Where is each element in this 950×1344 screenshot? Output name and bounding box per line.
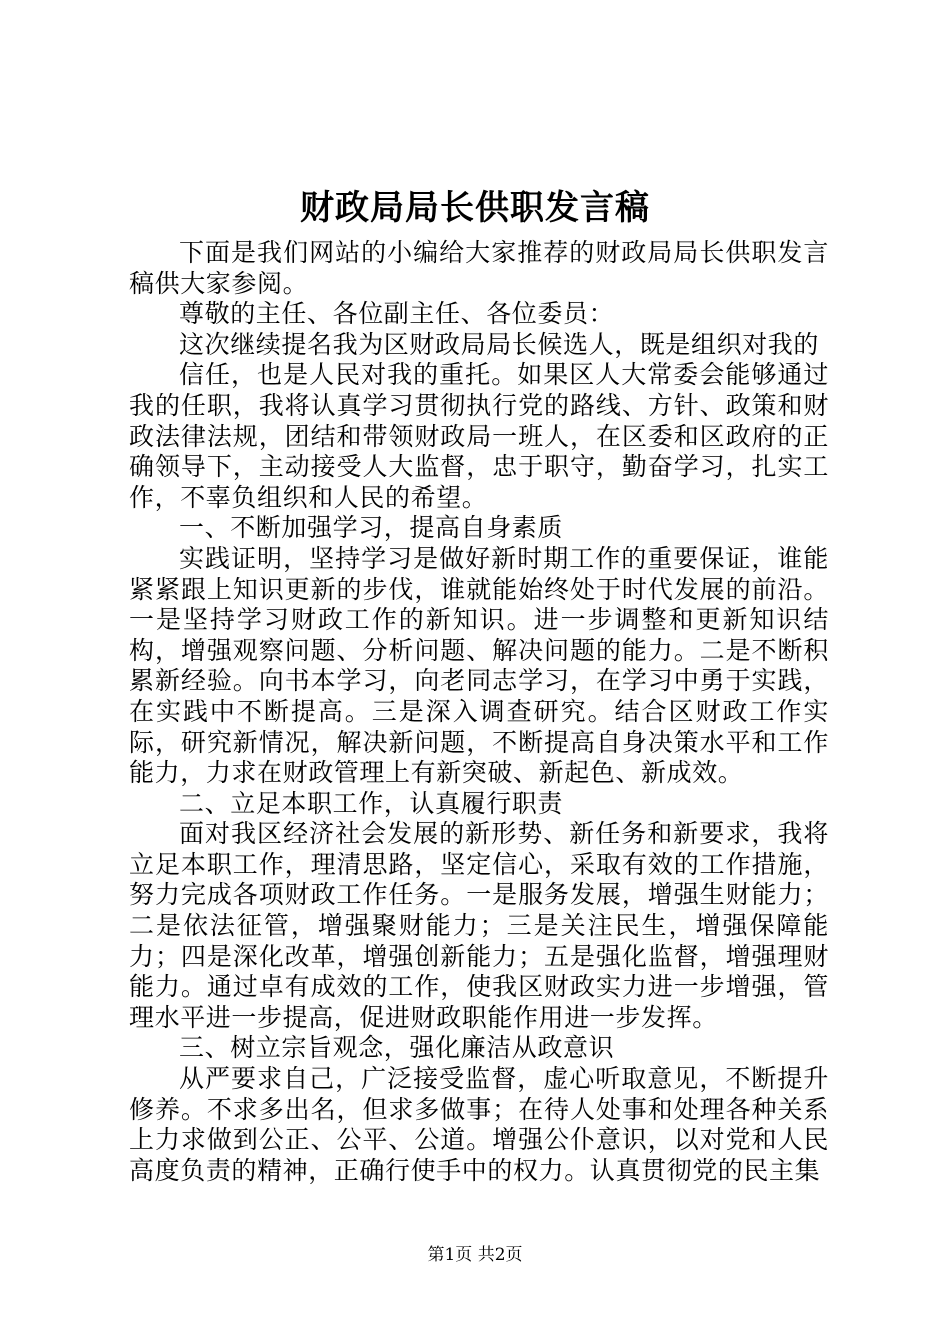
section-2-paragraph: 面对我区经济社会发展的新形势、新任务和新要求，我将立足本职工作，理清思路，坚定信心，采取有效的工作措施，努力完成各项财政工作任务。一是服务发展，增强生财能力；二是依法征管，增强聚财能力；三是关注民生，增强保障能力；四是深化改革，增强创新能力；五是强化监督，增强理财能力。通过卓有成效的工作，使我区财政实力进一步增强，管理水平进一步提高，促进财政职能作用进一步发挥。 <box>129 819 829 1032</box>
document-title: 财政局局长供职发言稿 <box>300 188 650 228</box>
section-heading-1: 一、不断加强学习，提高自身素质 <box>179 513 564 543</box>
salutation: 尊敬的主任、各位副主任、各位委员： <box>179 299 615 329</box>
section-heading-2: 二、立足本职工作，认真履行职责 <box>179 788 564 818</box>
opening-paragraph-text: 信任，也是人民对我的重托。如果区人大常委会能够通过我的任职，我将认真学习贯彻执行党的路线、方针、政策和财政法律法规，团结和带领财政局一班人，在区委和区政府的正确领导下，主动接受人大监督，忠于职守，勤奋学习，扎实工作，不辜负组织和人民的希望。 <box>129 360 829 512</box>
page-footer: 第1页 共2页 <box>427 1245 523 1265</box>
section-3-paragraph: 从严要求自己，广泛接受监督，虚心听取意见，不断提升修养。不求多出名，但求多做事；在待人处事和处理各种关系上力求做到公正、公平、公道。增强公仆意识，以对党和人民高度负责的精神，正确行使手中的权力。认真贯彻党的民主集 <box>129 1064 829 1185</box>
opening-line: 这次继续提名我为区财政局局长候选人，既是组织对我的 <box>179 329 820 359</box>
document-body <box>129 238 829 1186</box>
opening-paragraph <box>129 360 829 513</box>
section-heading-3: 三、树立宗旨观念，强化廉洁从政意识 <box>179 1033 615 1063</box>
section-1-paragraph: 实践证明，坚持学习是做好新时期工作的重要保证，谁能紧紧跟上知识更新的步伐，谁就能始终处于时代发展的前沿。一是坚持学习财政工作的新知识。进一步调整和更新知识结构，增强观察问题、分析问题、解决问题的能力。二是不断积累新经验。向书本学习，向老同志学习，在学习中勇于实践，在实践中不断提高。三是深入调查研究。结合区财政工作实际，研究新情况，解决新问题，不断提高自身决策水平和工作能力，力求在财政管理上有新突破、新起色、新成效。 <box>129 543 829 788</box>
intro-paragraph: 下面是我们网站的小编给大家推荐的财政局局长供职发言稿供大家参阅。 <box>129 238 829 298</box>
